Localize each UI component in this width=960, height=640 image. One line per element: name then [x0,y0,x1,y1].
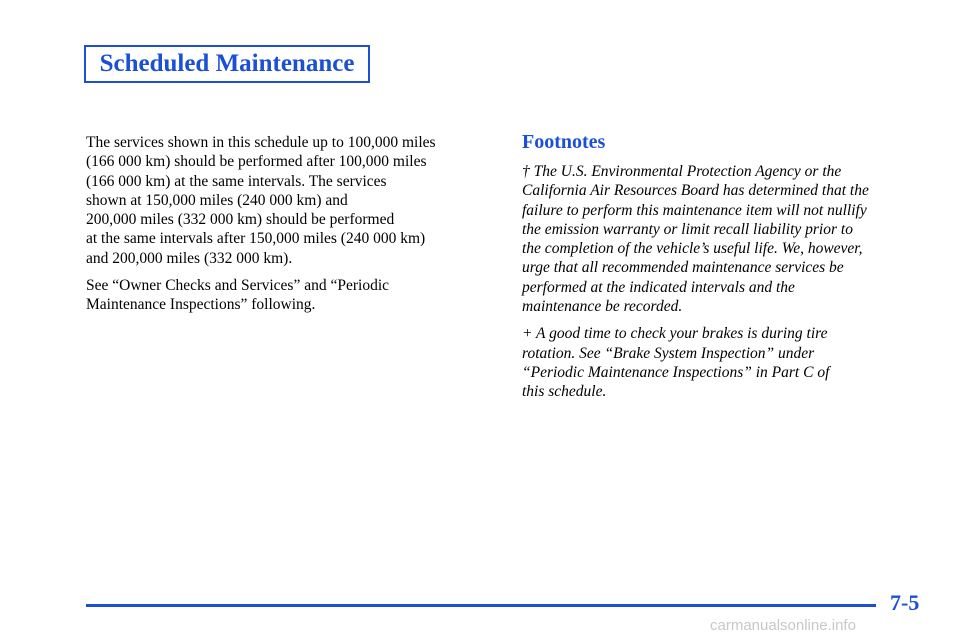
page-number: 7-5 [890,590,920,615]
text-line: See “Owner Checks and Services” and “Periodic [86,277,389,295]
text-line: performed at the indicated intervals and the [522,278,795,296]
text-line: Maintenance Inspections” following. [86,296,316,314]
footer-divider [86,604,876,607]
see-also-paragraph [86,276,506,315]
text-line: at the same intervals after 150,000 miles (240 000 km) [86,230,426,248]
text-line: “Periodic Maintenance Inspections” in Part C of [522,363,830,381]
schedule-intro-paragraph [86,133,506,268]
text-line: 200,000 miles (332 000 km) should be performed [86,211,395,229]
text-line: shown at 150,000 miles (240 000 km) and [86,191,348,209]
watermark: carmanualsonline.info [710,617,856,634]
footnotes-heading: Footnotes [522,131,606,153]
section-title: Scheduled Maintenance [99,50,355,77]
text-line: and 200,000 miles (332 000 km). [86,249,293,267]
text-line: The services shown in this schedule up to 100,000 miles [86,134,436,151]
section-header-box [84,45,370,83]
text-line: this schedule. [522,383,607,401]
footnote-plus [522,324,922,401]
text-line: maintenance be recorded. [522,298,683,316]
text-line: urge that all recommended maintenance services be [522,259,844,277]
text-line: the emission warranty or limit recall liability prior to [522,220,853,238]
text-line: + A good time to check your brakes is during tire [522,325,828,343]
left-column [86,133,506,323]
text-line: † The U.S. Environmental Protection Agency or the [522,163,842,180]
footnote-dagger [522,162,922,316]
text-line: the completion of the vehicle’s useful life. We, however, [522,240,863,258]
right-column [522,130,922,410]
text-line: (166 000 km) at the same intervals. The services [86,172,387,190]
text-line: (166 000 km) should be performed after 100,000 miles [86,153,427,171]
text-line: California Air Resources Board has determined that the [522,182,869,200]
text-line: failure to perform this maintenance item will not nullify [522,201,867,219]
text-line: rotation. See “Brake System Inspection” under [522,344,815,362]
